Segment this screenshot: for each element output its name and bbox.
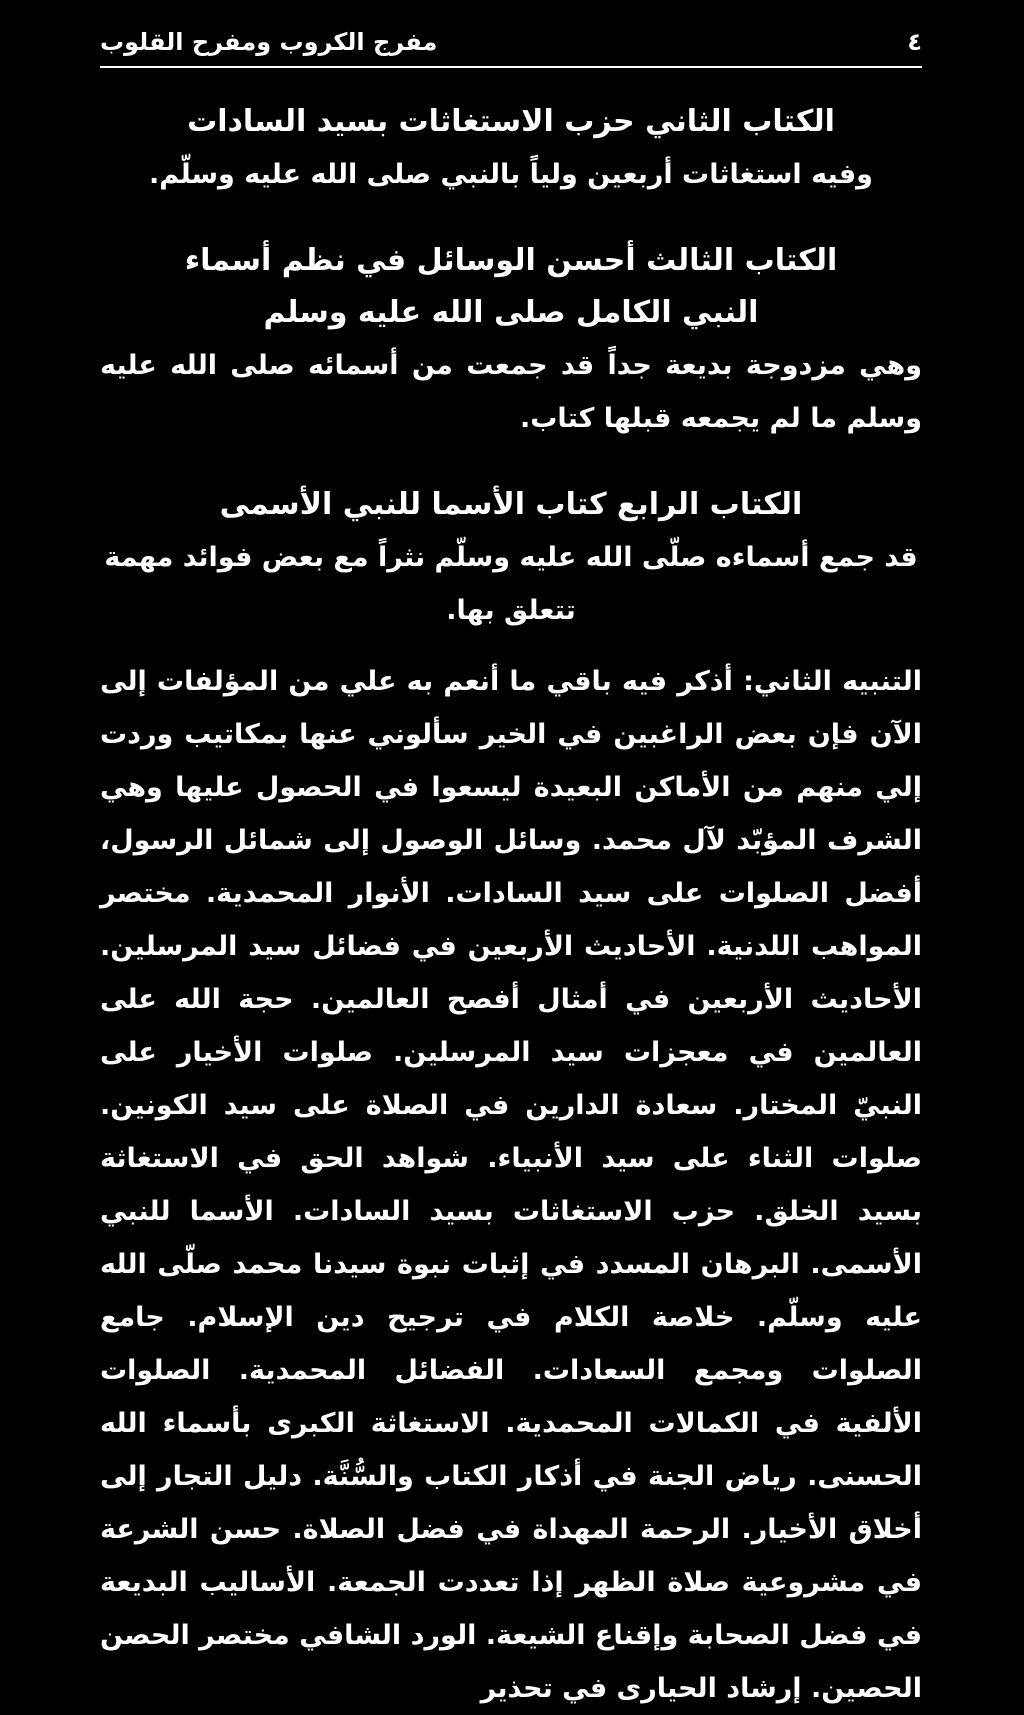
spacer bbox=[100, 637, 922, 655]
spacer bbox=[100, 445, 922, 479]
section-heading-book-three-line2: النبي الكامل صلى الله عليه وسلم bbox=[263, 295, 759, 330]
section-text-book-three: وهي مزدوجة بديعة جداً قد جمعت من أسمائه صلى الله عليه وسلم ما لم يجمعه قبلها كتاب. bbox=[100, 350, 922, 434]
running-title: مفرج الكروب ومفرح القلوب bbox=[100, 28, 438, 56]
notice-paragraph: التنبيه الثاني: أذكر فيه باقي ما أنعم به علي من المؤلفات إلى الآن فإن بعض الراغبين في الخير سألوني عنها بمكاتيب وردت إلي منهم من الأماكن البعيدة ليسعوا في الحصول عليها وهي الشرف المؤبّد لآل محمد. وسائل الوصول إلى شمائل الرسول، أفضل الصلوات على سيد السادات. الأنوار المحمدية. مختصر المواهب اللدنية. الأحاديث الأربعين في فضائل سيد المرسلين. الأحاديث الأربعين في أمثال أفصح العالمين. حجة الله على العالمين في معجزات سيد المرسلين. صلوات الأخيار على النبيّ المختار. سعادة الدارين في الصلاة على سيد الكونين. صلوات الثناء على سيد الأنبياء. شواهد الحق في الاستغاثة بسيد الخلق. حزب الاستغاثات بسيد السادات. الأسما للنبي الأسمى. البرهان المسدد في إثبات نبوة سيدنا محمد صلّى الله عليه وسلّم. خلاصة الكلام في ترجيح دين الإسلام. جامع الصلوات ومجمع السعادات. الفضائل المحمدية. الصلوات الألفية في الكمالات المحمدية. الاستغاثة الكبرى بأسماء الله الحسنى. رياض الجنة في أذكار الكتاب والسُّنَّة. دليل التجار إلى أخلاق الأخيار. الرحمة المهداة في فضل الصلاة. حسن الشرعة في مشروعية صلاة الظهر إذا تعددت الجمعة. الأساليب البديعة في فضل الصحابة وإقناع الشيعة. الورد الشافي مختصر الحصن الحصين. إرشاد الحيارى في تحذير bbox=[100, 666, 922, 1704]
page-header bbox=[100, 22, 922, 68]
section-heading-book-two: الكتاب الثاني حزب الاستغاثات بسيد السادات bbox=[187, 104, 835, 139]
page-body bbox=[100, 96, 922, 1715]
section-heading-book-four: الكتاب الرابع كتاب الأسما للنبي الأسمى bbox=[219, 487, 803, 522]
section-text-book-four: قد جمع أسماءه صلّى الله عليه وسلّم نثراً مع بعض فوائد مهمة تتعلق بها. bbox=[104, 542, 918, 626]
section-heading-book-three-line1: الكتاب الثالث أحسن الوسائل في نظم أسماء bbox=[184, 243, 838, 278]
spacer bbox=[100, 201, 922, 235]
page-number: ٤ bbox=[907, 28, 922, 56]
section-text-book-two: وفيه استغاثات أربعين ولياً بالنبي صلى الله عليه وسلّم. bbox=[149, 159, 873, 190]
